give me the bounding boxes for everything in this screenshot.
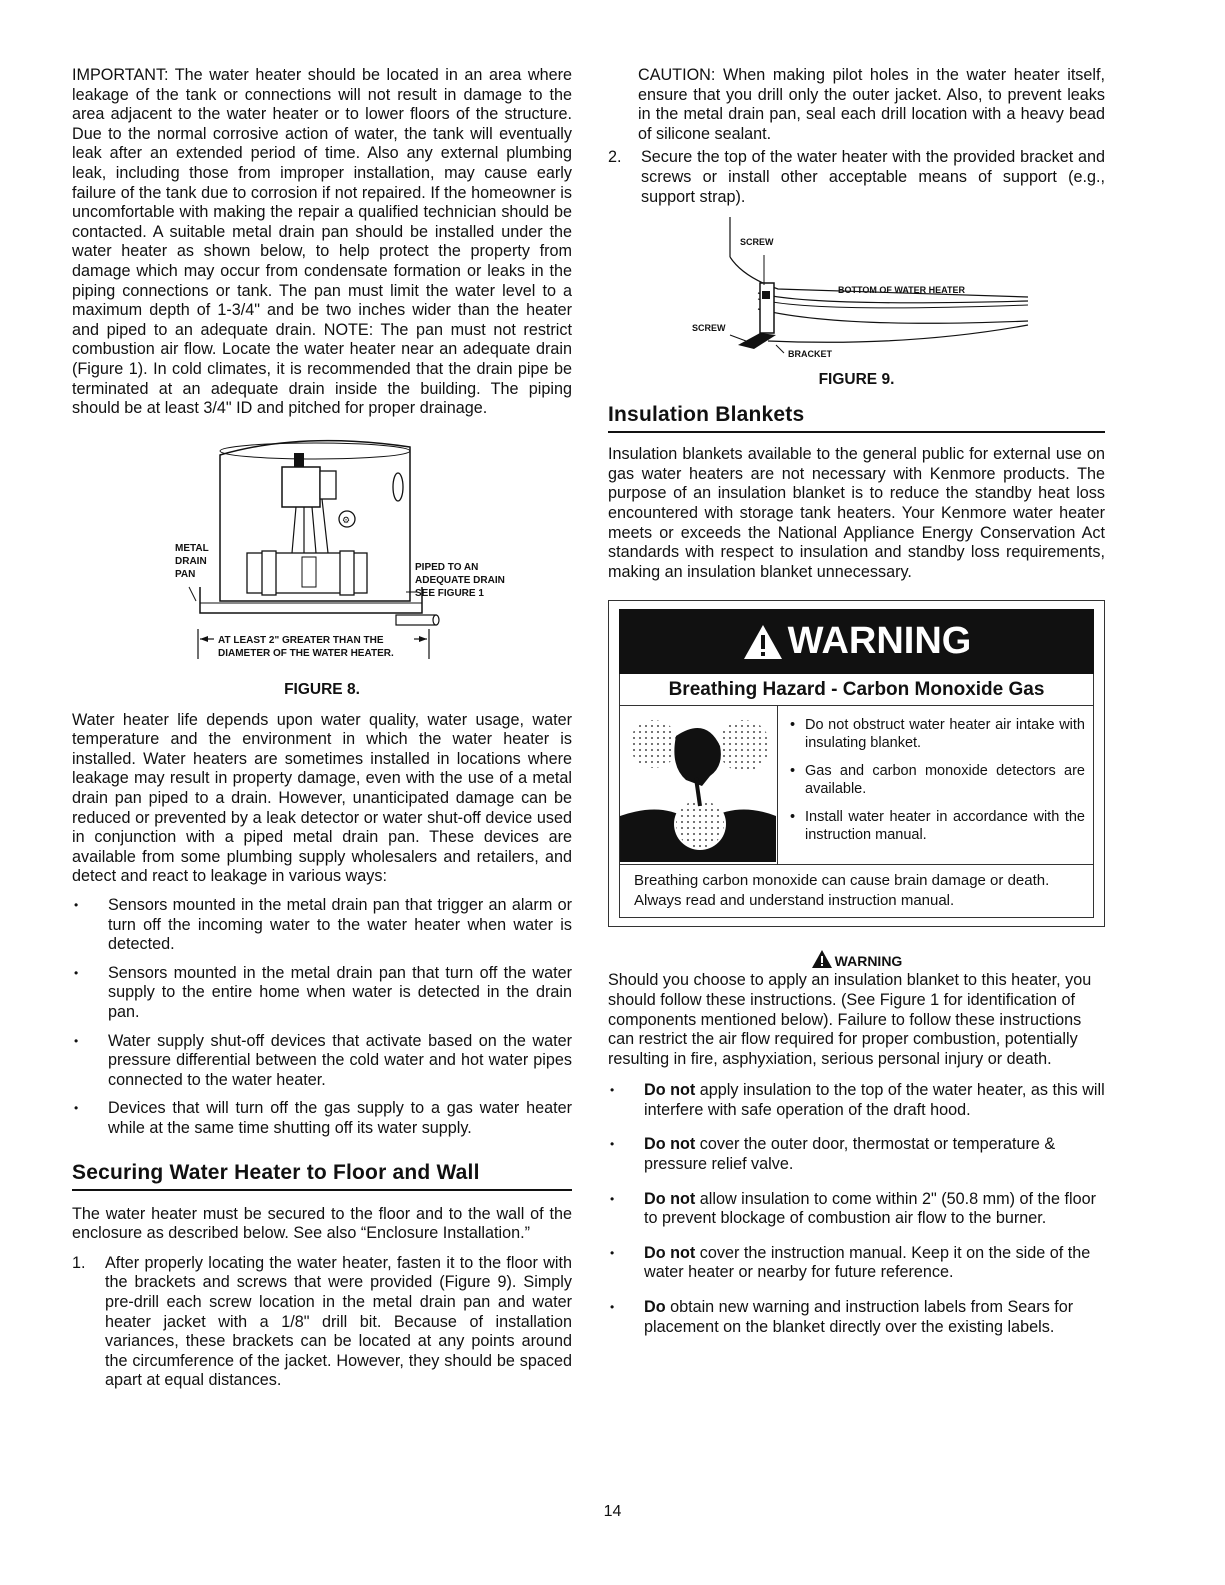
bullet-icon: • xyxy=(790,717,796,734)
list-item: • Do not cover the instruction manual. Keep it on the side of the water heater or nearby for future reference. xyxy=(610,1243,1091,1282)
warning-header xyxy=(619,609,1094,674)
warning-footer: Breathing carbon monoxide can cause brain damage or death. Always read and understand instruction manual. xyxy=(634,872,1050,910)
list-item: • Do not apply insulation to the top of the water heater, as this will interfere with safe operation of the draft hood. xyxy=(610,1081,1105,1119)
insulation-paragraph: Insulation blankets available to the general public for external use on gas water heaters are not necessary with Kenmore products. The purpose of an insulation blanket is to reduce the standby heat loss encountered with storage tank heaters. Your Kenmore water heater meets or exceeds the National Appliance Energy Conservation Act standards with respect to insulation and standby loss requirements, making an insulation blanket unnecessary. xyxy=(608,445,1105,581)
figure-8 xyxy=(72,433,572,679)
figure-9-caption: FIGURE 9. xyxy=(818,371,895,389)
bullet-icon: • xyxy=(610,1083,615,1098)
warning-title: WARNING xyxy=(787,620,972,663)
list-item: • Water supply shut-off devices that activate based on the water pressure differential between the cold water and hot water pipes connected to the water heater. xyxy=(74,1031,572,1089)
securing-paragraph: The water heater must be secured to the floor and to the wall of the enclosure as described below. See also “Enclosure Installation.” xyxy=(72,1204,572,1243)
warning-list xyxy=(778,706,1093,864)
fig8-label-adequate: ADEQUATE DRAIN xyxy=(415,574,505,586)
list-item: • Sensors mounted in the metal drain pan that trigger an alarm or turn off the incoming water to the water heater when water is detected. xyxy=(74,896,572,954)
securing-heading: Securing Water Heater to Floor and Wall xyxy=(72,1161,572,1191)
svg-text:⚙: ⚙ xyxy=(342,514,351,525)
left-column xyxy=(72,66,572,1391)
fig9-label-screw-left: SCREW xyxy=(692,323,726,334)
fig8-label-see: SEE FIGURE 1 xyxy=(415,587,484,599)
hazard-subtitle: Breathing Hazard - Carbon Monoxide Gas xyxy=(620,674,1093,706)
bullet-icon: • xyxy=(610,1191,615,1206)
important-paragraph: IMPORTANT: The water heater should be located in an area where leakage of the tank or connections will not result in damage to the area adjacent to the water heater or to lower floors of the structure. Due to the normal corrosive action of water, the tank will eventually leak after an extended period of time. Also any external plumbing leak, including those from improper installation, may cause early failure of the tank due to corrosion if not repaired. If the homeowner is uncomfortable with making the repair a qualified technician should be contacted. A suitable metal drain pan should be installed under the water heater as shown below, to help protect the property from damage which may occur from condensate formation or leaks in the piping connections or tank. The pan must limit the water level to a maximum depth of 1-3/4" and be two inches wider than the heater and piped to an adequate drain. NOTE: The pan must not restrict combustion air flow. Locate the water heater near an adequate drain (Figure 1). In cold climates, it is recommended that the drain pipe be terminated at an adequate drain inside the building. The piping should be at least 3/4" ID and pitched for proper drainage. xyxy=(72,66,572,418)
caution-paragraph: CAUTION: When making pilot holes in the water heater itself, ensure that you drill only the outer jacket. Also, to prevent leaks in the metal drain pan, seal each drill location with a heavy bead of silicone sealant. xyxy=(638,66,1105,143)
list-item: • Do obtain new warning and instruction labels from Sears for placement on the blanket directly over the existing labels. xyxy=(610,1298,1074,1336)
insulation-instructions-list xyxy=(608,1081,1105,1337)
insulation-heading: Insulation Blankets xyxy=(608,403,1105,433)
warning-box xyxy=(608,600,1105,927)
step-1-number: 1. xyxy=(72,1253,86,1272)
warning-triangle-icon xyxy=(742,623,784,661)
list-item: • Do not cover the outer door, thermostat or temperature & pressure relief valve. xyxy=(610,1135,1056,1174)
warning-2-paragraph: Should you choose to apply an insulation blanket to this heater, you should follow these instructions. (See Figure 1 for identification of components mentioned below). Failure to follow these instructions can restrict the air flow required for proper combustion, potentially resulting in fire, asphyxiation, serious personal injury or death. xyxy=(608,971,1092,1068)
fig9-label-screw-top: SCREW xyxy=(740,237,774,248)
bullet-icon: • xyxy=(790,809,796,826)
fig9-label-bottom: BOTTOM OF WATER HEATER xyxy=(838,285,965,296)
list-item: • Install water heater in accordance with the instruction manual. xyxy=(790,809,1085,844)
step-1 xyxy=(72,1254,572,1391)
bullet-icon: • xyxy=(74,965,79,980)
list-item: • Devices that will turn off the gas supply to a gas water heater while at the same time shutting off its water supply. xyxy=(74,1099,572,1137)
fig8-label-drain: DRAIN xyxy=(175,555,207,567)
fig8-label-atleast: AT LEAST 2" GREATER THAN THE xyxy=(218,634,384,646)
warning-triangle-icon xyxy=(811,949,833,969)
water-heater-life-paragraph: Water heater life depends upon water quality, water usage, water temperature and the environment in which the water heater is installed. Water heaters are sometimes installed in locations where leakage may result in property damage, even with the use of a metal drain pan piped to a drain. However, unanticipated damage can be reduced or prevented by a leak detector or water shut-off device used in conjunction with a piped metal drain pan. These devices are available from some plumbing supply wholesalers and retailers, and detect and react to leakage in various ways: xyxy=(72,710,572,886)
figure-9 xyxy=(608,217,1105,367)
fig9-label-bracket: BRACKET xyxy=(788,349,832,360)
warning-2-title-row xyxy=(608,949,1105,969)
warning-2-title: WARNING xyxy=(834,953,903,970)
bullet-icon: • xyxy=(74,1101,79,1116)
fig8-label-pan: PAN xyxy=(175,568,196,580)
list-item: • Do not allow insulation to come within 2" (50.8 mm) of the floor to prevent blockage of combustion air flow to the burner. xyxy=(610,1189,1096,1228)
step-2-text: Secure the top of the water heater with the provided bracket and screws or install other acceptable means of support (e.g., support strap). xyxy=(641,148,1105,206)
list-item: • Sensors mounted in the metal drain pan that turn off the water supply to the entire home when water is detected in the drain pan. xyxy=(74,963,572,1021)
figure-8-caption: FIGURE 8. xyxy=(284,680,360,698)
bullet-icon: • xyxy=(610,1137,615,1152)
warning-inner xyxy=(619,674,1094,918)
bullet-icon: • xyxy=(610,1245,615,1260)
list-item: • Do not obstruct water heater air intake with insulating blanket. xyxy=(790,717,1085,752)
step-1-text: After properly locating the water heater, fasten it to the floor with the brackets and screws that were provided (Figure 9). Simply pre-drill each screw location in the metal drain pan and water heater jacket with a 1/8" drill bit. Because of installation variances, these brackets can be located at any points around the circumference of the jacket. However, they should be spaced apart at equal distances. xyxy=(105,1253,572,1390)
figure-8-drawing xyxy=(72,433,572,679)
step-2 xyxy=(608,148,1105,207)
bullet-icon: • xyxy=(610,1300,615,1315)
fig8-label-piped: PIPED TO AN xyxy=(415,561,479,573)
leak-device-list xyxy=(72,896,572,1139)
fig8-label-metal: METAL xyxy=(175,542,209,554)
list-item: • Gas and carbon monoxide detectors are available. xyxy=(790,763,1085,798)
figure-9-drawing xyxy=(608,217,1105,367)
bullet-icon: • xyxy=(74,1033,79,1048)
warning-content-row xyxy=(620,706,1093,865)
step-2-number: 2. xyxy=(608,148,622,167)
carbon-monoxide-hazard-icon xyxy=(620,706,778,864)
page-number: 14 xyxy=(603,1503,622,1520)
fig8-label-diameter: DIAMETER OF THE WATER HEATER. xyxy=(218,647,394,659)
bullet-icon: • xyxy=(790,763,796,780)
right-column xyxy=(608,66,1105,1337)
bullet-icon: • xyxy=(74,898,79,913)
